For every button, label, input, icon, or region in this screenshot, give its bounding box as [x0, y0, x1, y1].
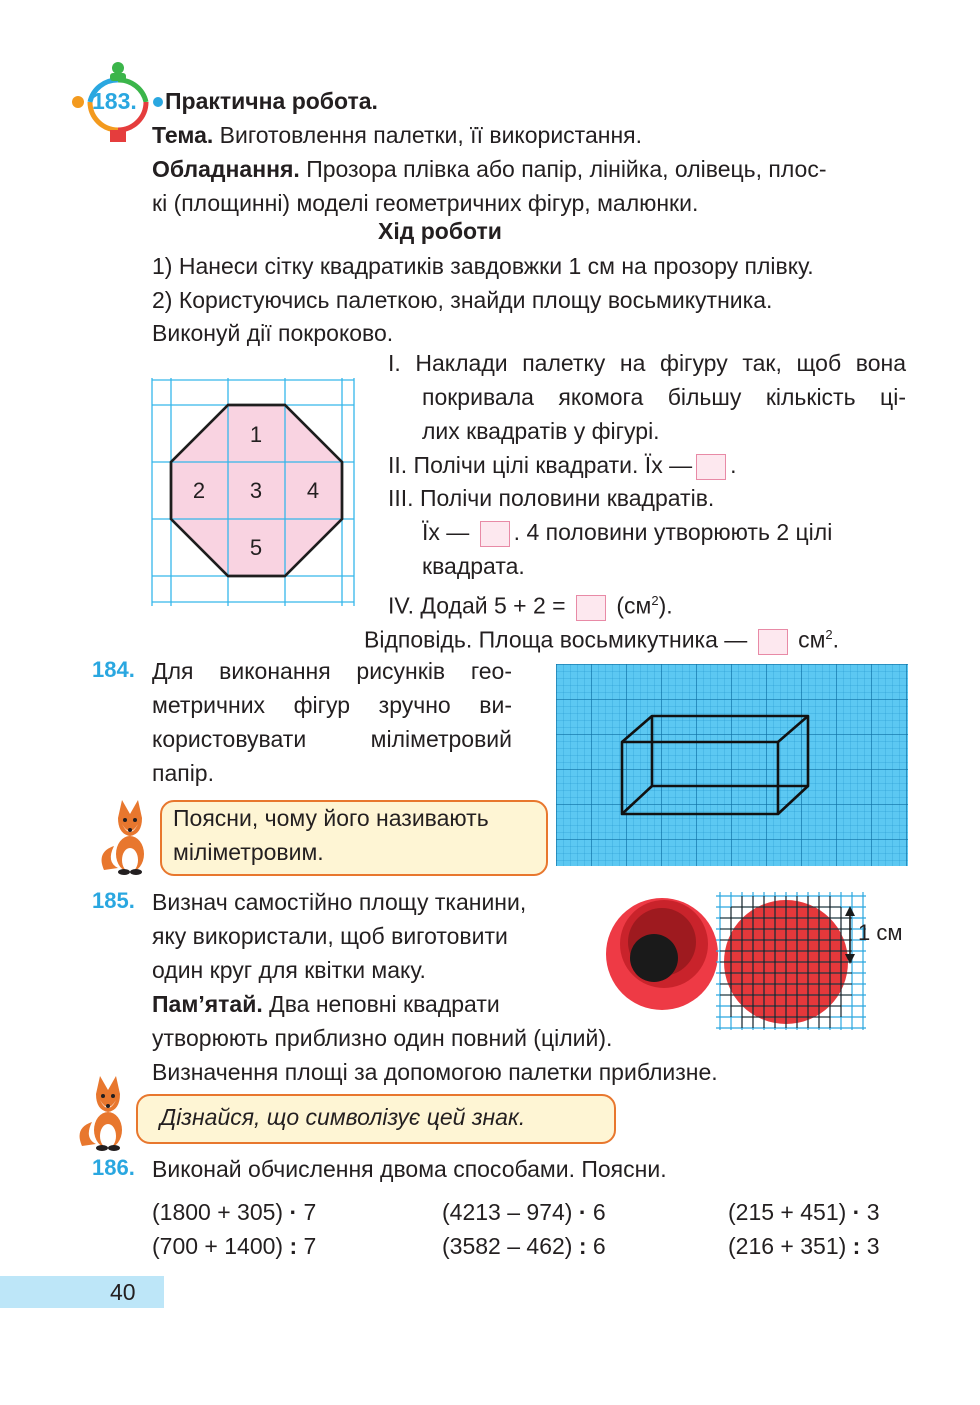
substep-4-superscript: 2	[651, 593, 659, 608]
octagon-label-2: 2	[192, 478, 206, 503]
answer-box-half-squares[interactable]	[480, 521, 510, 547]
substep-1-line-1: I. Наклади палетку на фігуру так, щоб вона	[388, 350, 906, 376]
one-cm-label: 1 см	[858, 920, 903, 945]
expression-2-3	[728, 1229, 880, 1263]
topic-text: Виготовлення палетки, її використання.	[213, 122, 642, 148]
expr-operand: (4213 – 974)	[442, 1199, 573, 1225]
octagon-label-1: 1	[249, 422, 263, 447]
step-2: 2) Користуючись палеткою, знайди площу восьмикутника.	[152, 287, 773, 313]
expr-operand: 3	[866, 1199, 880, 1225]
poppy-flower-icon	[602, 892, 722, 1012]
answer-box-whole-squares[interactable]	[696, 454, 726, 480]
substep-4	[388, 584, 673, 623]
substep-1-line-2: покривала якомога більшу кількість ці-	[422, 384, 906, 410]
substep-2: II. Полічи цілі квадрати. Їх — .	[388, 452, 737, 478]
answer-text-c: .	[832, 626, 840, 653]
remember-label: Пам’ятай.	[152, 991, 263, 1017]
hint-184-line-2: міліметровим.	[173, 839, 324, 865]
progress-title: Хід роботи	[378, 218, 502, 244]
expr-operator: :	[852, 1233, 861, 1259]
octagon-label-5: 5	[249, 535, 263, 560]
page-number: 40	[110, 1279, 136, 1305]
task-185-line-2: яку використали, щоб виготовити	[152, 923, 508, 949]
task-186-number: 186.	[92, 1155, 135, 1180]
octagon-grid-figure	[148, 376, 360, 608]
remember-line	[152, 987, 500, 1021]
answer-box-sum[interactable]	[576, 595, 606, 621]
equipment-label: Обладнання.	[152, 156, 300, 182]
expr-operator: ·	[578, 1199, 587, 1225]
expr-operand: 6	[592, 1199, 606, 1225]
hint-184-line-1: Поясни, чому його називають	[173, 805, 489, 831]
topic-line	[152, 118, 642, 152]
answer-line	[364, 618, 839, 657]
task-184-line-2: метричних фігур зручно ви-	[152, 692, 512, 718]
expression-2-2	[442, 1229, 606, 1263]
task-183-number: 183.	[92, 88, 137, 114]
expr-operand: 6	[592, 1233, 606, 1259]
expr-operand: 3	[866, 1233, 880, 1259]
answer-superscript: 2	[825, 627, 833, 642]
substep-4-text-a: IV. Додай 5 + 2 =	[388, 592, 566, 619]
task-184-line-3: користовувати міліметровий	[152, 726, 512, 752]
fox-mascot-icon	[96, 796, 160, 876]
equipment-text: Прозора плівка або папір, лінійка, олівець, плос-	[299, 156, 827, 182]
substep-4-text-b: (см	[616, 592, 652, 619]
topic-label: Тема.	[152, 122, 214, 148]
expr-operator: :	[289, 1233, 298, 1259]
expr-operator: ·	[289, 1199, 298, 1225]
substep-1-line-3: лих квадратів у фігурі.	[422, 418, 660, 444]
step-2-continued: Виконуй дії покроково.	[152, 320, 394, 346]
task-184-number: 184.	[92, 657, 135, 682]
octagon-label-3: 3	[249, 478, 263, 503]
expression-1-1	[152, 1195, 316, 1229]
equipment-line-2: кі (площинні) моделі геометричних фігур, малюнки.	[152, 190, 699, 216]
answer-box-area[interactable]	[758, 629, 788, 655]
task-186-text: Виконай обчислення двома способами. Поясни.	[152, 1156, 667, 1182]
millimeter-paper-figure	[556, 664, 908, 866]
expression-1-2	[442, 1195, 606, 1229]
task-185-line-3: один круг для квітки маку.	[152, 957, 426, 983]
task-185-line-6: Визначення площі за допомогою палетки приблизне.	[152, 1059, 718, 1085]
expr-operand: (700 + 1400)	[152, 1233, 284, 1259]
expr-operand: (1800 + 305)	[152, 1199, 284, 1225]
substep-3-text-a: Їх —	[422, 519, 470, 545]
task-185-line-5: утворюють приблизно один повний (цілий).	[152, 1025, 613, 1051]
expression-1-3	[728, 1195, 880, 1229]
step-1: 1) Нанеси сітку квадратиків завдовжки 1 см на прозору плівку.	[152, 253, 814, 279]
remember-text: Два неповні квадрати	[262, 991, 500, 1017]
answer-text-a: Відповідь. Площа восьмикутника —	[364, 626, 748, 653]
task-185-line-1: Визнач самостійно площу тканини,	[152, 889, 527, 915]
octagon-label-4: 4	[306, 478, 320, 503]
answer-text-b: см	[798, 626, 826, 653]
task-184-line-4: папір.	[152, 760, 214, 786]
page-number-strip	[0, 1276, 164, 1308]
fox-mascot-icon-2	[74, 1072, 138, 1152]
expr-operand: (216 + 351)	[728, 1233, 847, 1259]
expr-operand: (215 + 451)	[728, 1199, 847, 1225]
substep-4-text-c: ).	[658, 592, 673, 619]
task-183-title: Практична робота.	[165, 88, 378, 114]
hint-185-text: Дізнайся, що символізує цей знак.	[160, 1104, 526, 1130]
substep-3-line-3: квадрата.	[422, 553, 525, 579]
expr-operator: :	[578, 1233, 587, 1259]
expr-operand: (3582 – 462)	[442, 1233, 573, 1259]
expr-operand: 7	[303, 1199, 317, 1225]
expr-operator: ·	[852, 1199, 861, 1225]
expression-2-1	[152, 1229, 316, 1263]
equipment-line	[152, 152, 827, 186]
substep-3-line-1: III. Полічи половини квадратів.	[388, 485, 715, 511]
task-185-number: 185.	[92, 888, 135, 913]
substep-3-text-b: . 4 половини утворюють 2 цілі	[513, 519, 833, 545]
expr-operand: 7	[303, 1233, 317, 1259]
circle-on-grid-figure	[716, 892, 910, 1032]
substep-3-line-2	[422, 515, 906, 549]
substep-2-text: II. Полічи цілі квадрати. Їх —	[388, 452, 693, 478]
task-184-line-1: Для виконання рисунків гео-	[152, 658, 512, 684]
